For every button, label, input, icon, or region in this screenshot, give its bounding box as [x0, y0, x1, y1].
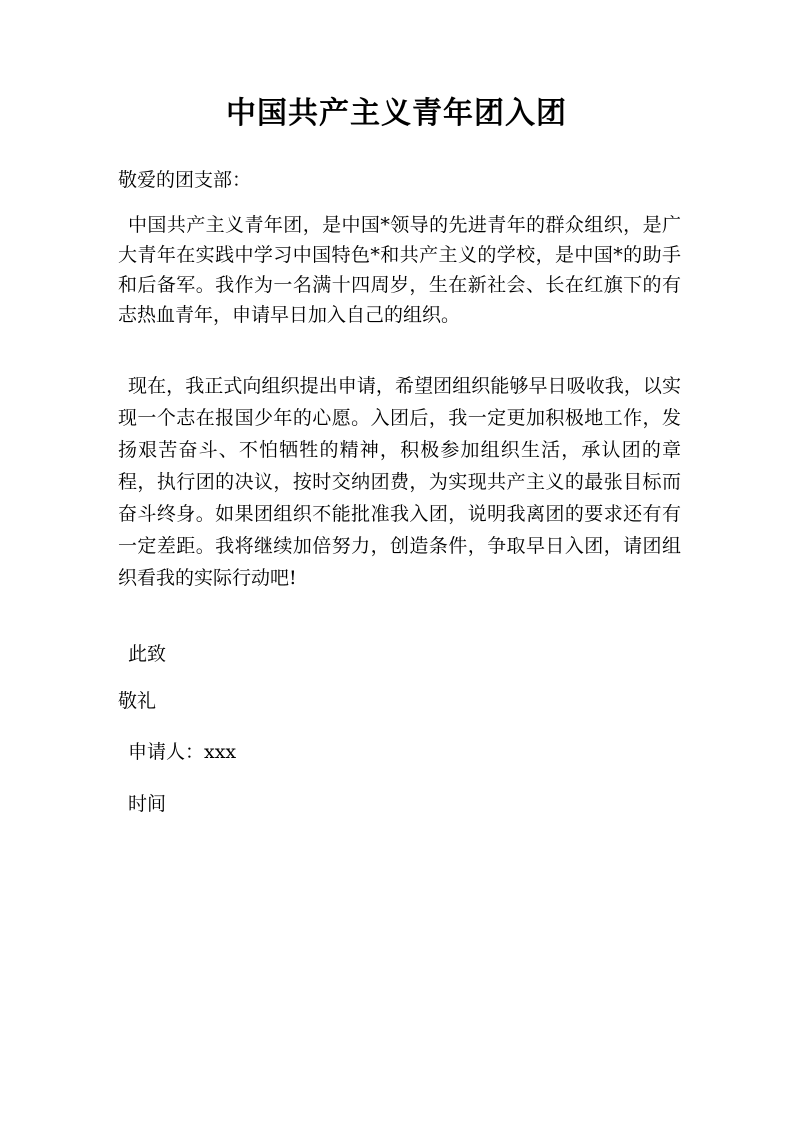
date-label: 时间: [128, 793, 167, 815]
closing-line-2: 敬礼: [118, 690, 157, 712]
document-title: 中国共产主义青年团入团: [226, 96, 567, 131]
paragraph-2-text: 现在，我正式向组织提出申请，希望团组织能够早日吸收我，以实现一个志在报国少年的心愿。入团后，我一定更加积极地工作，发扬艰苦奋斗、不怕牺牲的精神，积极参加组织生活，承认团的章程，执行团的决议，按时交纳团费，为实现共产主义的最张目标而奋斗终身。如果团组织不能批准我入团，说明我离团的要求还有有一定差距。我将继续加倍努力，创造条件，争取早日入团，请团组织看我的实际行动吧!: [118, 375, 681, 589]
paragraph-1: [118, 210, 681, 330]
closing-line-1: 此致: [128, 643, 167, 665]
paragraph-1-text: 中国共产主义青年团，是中国*领导的先进青年的群众组织，是广大青年在实践中学习中国特色*和共产主义的学校，是中国*的助手和后备军。我作为一名满十四周岁，生在新社会、长在红旗下的有志热血青年，申请早日加入自己的组织。: [118, 214, 681, 326]
salutation: 敬爱的团支部：: [118, 169, 252, 191]
applicant-line: 申请人：xxx: [128, 741, 237, 763]
paragraph-2: [118, 370, 681, 594]
